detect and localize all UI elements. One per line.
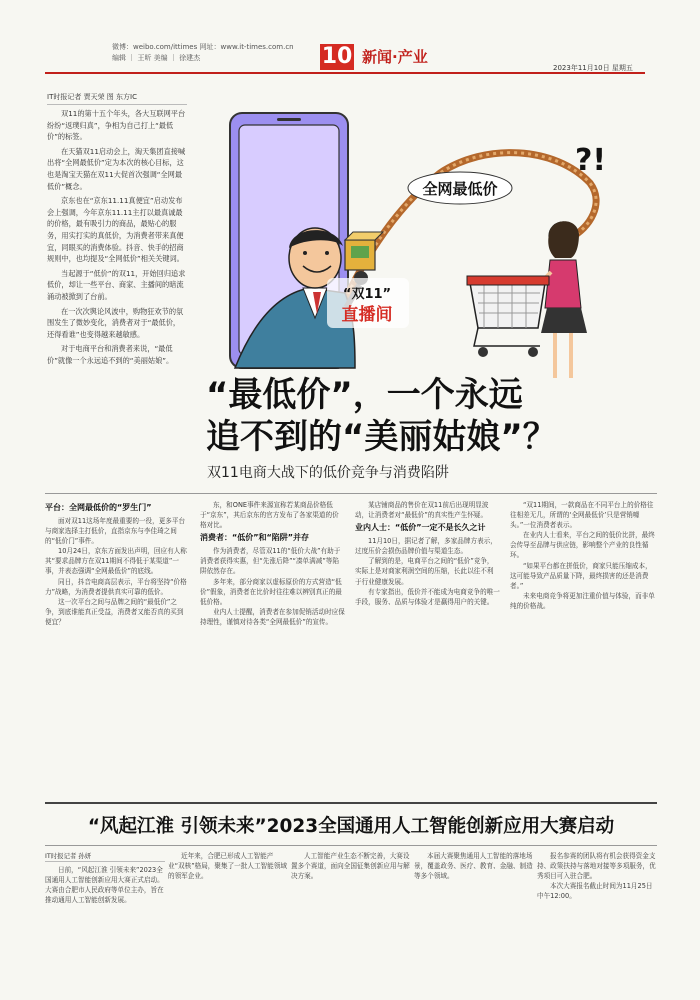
sub-headline: 双11电商大战下的低价竞争与消费陷阱	[207, 465, 449, 481]
page-number: 10	[321, 44, 353, 69]
byline: IT时报记者 贾天荣 图 东方IC	[47, 92, 187, 105]
headline-divider	[45, 845, 657, 846]
article-column-1	[45, 500, 190, 798]
column-paragraph: 10月24日，京东方面发出声明，回应有人称其“要求品牌方在双11期间不得低于某渠道”一事，并表态强调“全网最低价”的底线。	[45, 547, 187, 576]
rope-label	[408, 172, 512, 204]
column-paragraph: 了解到的是，电商平台之间的“低价”竞争，实际上是对商家利润空间的压缩，长此以往不利于行业健康发展。	[355, 557, 494, 586]
intro-paragraph: 在天猫双11启动会上，淘天集团直接喊出将“全网最低价”定为本次的核心目标，这也是淘宝天猫在双11大促首次强调“全网最低价”概念。	[47, 146, 186, 191]
column-paragraph: 本届大赛聚焦通用人工智能的落地场景，覆盖政务、医疗、教育、金融、制造等多个领域。	[414, 852, 533, 881]
column-subheading: 平台：全网最低价的“罗生门”	[45, 503, 152, 512]
article-column-3	[355, 500, 500, 798]
column-paragraph: 人工智能产业生态不断完善，大赛设置多个赛道，面向全国征集创新应用与解决方案。	[291, 852, 410, 881]
intro-column	[47, 92, 187, 442]
intro-paragraph: 京东也在“京东11.11真便宜”启动发布会上强调，今年京东11.11主打以最真诚最的价格，最有吸引力的商品，最贴心的服务，用实打实的真低价，为消费者带来真便宜，同眼买的消费体验。抖音、快手的招商规则中，也均提及“全网低价”相关关键词。	[47, 196, 184, 264]
column-paragraph: 报名参赛的团队将有机会获得资金支持、政策扶持与落地对接等多项服务，优秀项目可入驻合肥。	[537, 852, 656, 881]
product-box-icon	[345, 232, 383, 270]
column-paragraph: 东，和ONE事件来源宣称若某商品价格低于“京东”，其后京东的官方发布了各家渠道的价格对比。	[200, 501, 339, 530]
headline-line-2: 追不到的“美丽姑娘”？	[206, 417, 557, 457]
tag-line-1: “双11”	[342, 287, 392, 302]
second-article-column-5	[537, 851, 657, 979]
header-weibo-line: 微博：weibo.com/ittimes 网址：www.it-times.com.cn	[112, 43, 294, 51]
header-meta	[112, 42, 322, 64]
column-paragraph: 某店铺商品的售价在双11前后出现明显波动，让消费者对“最低价”的真实性产生怀疑。	[355, 501, 489, 520]
column-paragraph: 作为消费者，尽管双11的“低价大战”有助于消费者获得实惠，但“先涨后降”“凑单满减”等陷阱依然存在。	[200, 547, 341, 576]
column-paragraph: 在业内人士看来，平台之间的低价比拼，最终会传导至品牌与供应链，影响整个产业的良性循环。	[510, 531, 655, 560]
second-article-column-2	[168, 851, 288, 979]
column-subheading: 业内人士：“低价”一定不是长久之计	[355, 523, 486, 533]
second-article-headline: “风起江淮 引领未来”2023全国通用人工智能创新应用大赛启动	[87, 816, 615, 837]
section-title: 新闻·产业	[362, 48, 428, 66]
column-subheading: 消费者：“低价”和“陷阱”并存	[200, 533, 310, 543]
article-body	[45, 500, 657, 798]
rope-label-text: 全网最低价	[422, 180, 498, 198]
column-paragraph: 同日，抖音电商高层表示，平台将坚持“价格力”战略，为消费者提供真实可靠的低价。	[45, 577, 187, 596]
header-rule	[45, 72, 645, 74]
column-paragraph: 11月10日，据记者了解，多家品牌方表示，过度压价会损伤品牌价值与渠道生态。	[355, 537, 497, 556]
column-paragraph: 本次大赛报名截止时间为11月25日中午12:00。	[537, 882, 653, 901]
section-divider	[45, 493, 657, 494]
column-paragraph: “如果平台都在拼低价，商家只能压缩成本，这可能导致产品质量下降，最终损害的还是消费者。”	[510, 561, 652, 590]
live-room-tag	[327, 278, 409, 328]
tag-line-2: 直播间	[341, 305, 393, 325]
article-column-4	[510, 500, 655, 798]
second-article-body	[45, 851, 657, 979]
article-column-2	[200, 500, 345, 798]
article-divider	[45, 802, 657, 804]
header-editor-line: 编辑 ｜ 王昕 美编 ｜ 徐建杰	[112, 54, 201, 62]
shopping-cart-icon	[467, 276, 549, 357]
column-paragraph: 这一次平台之间与品牌之间的“最低价”之争，到底谁能真正受益，消费者又能否真的买到便宜？	[45, 597, 184, 626]
cartoon-illustration	[195, 88, 655, 388]
column-paragraph: 日前，“风起江淮 引领未来”2023全国通用人工智能创新应用大赛正式启动。大赛由合肥市人民政府等单位主办，旨在推动通用人工智能创新发展。	[45, 866, 164, 905]
second-article-column-1	[45, 851, 165, 979]
intro-paragraph: 在一次次舆论风波中，购物狂欢节的氛围发生了微妙变化，消费者对于“最低价，还得看谁”也变得越来越敏感。	[47, 306, 184, 339]
main-headline	[206, 374, 646, 458]
intro-paragraph: 当起源于“低价”的双11，开始回归追求低价，却让一些平台、商家、主播间的暗流涌动被掀到了台前。	[47, 268, 186, 301]
second-article-byline: IT时报记者 孙妍	[45, 851, 165, 862]
column-paragraph: “双11期间，一款商品在不同平台上的价格往往相差无几，所谓的‘全网最低价’只是营销噱头。”一位消费者表示。	[510, 501, 654, 530]
intro-paragraph: 双11的第十五个年头，各大互联网平台纷纷“返璞归真”，争相为自己打上“最低价”的标签。	[47, 109, 186, 142]
column-paragraph: 业内人士提醒，消费者在参加促销活动时应保持理性，谨慎对待各类“全网最低价”的宣传。	[200, 607, 345, 626]
column-paragraph: 有专家指出，低价并不能成为电商竞争的唯一手段，服务、品质与体验才是赢得用户的关键。	[355, 587, 500, 606]
headline-line-1: “最低价”，一个永远	[206, 375, 523, 415]
second-article-column-4	[414, 851, 534, 979]
column-paragraph: 近年来，合肥已形成人工智能产业“双核”格局，聚集了一批人工智能领域的领军企业。	[168, 852, 287, 881]
column-paragraph: 面对双11这场年度最重要的一役，更多平台与商家选择主打低价，直指京东与李佳琦之间的“低价门”事件。	[45, 517, 186, 546]
column-paragraph: 多年来，部分商家以虚标原价的方式营造“低价”假象，消费者在比价时往往难以辨别真正的最低价格。	[200, 577, 342, 606]
issue-date: 2023年11月10日 星期五	[553, 64, 633, 72]
intro-paragraph: 对于电商平台和消费者来说，“最低价”就像一个永远追不到的“美丽姑娘”。	[47, 344, 174, 365]
column-paragraph: 未来电商竞争将更加注重价值与体验，而非单纯的价格战。	[510, 591, 655, 610]
second-article-column-3	[291, 851, 411, 979]
exclaim-mark: ?!	[575, 143, 607, 178]
